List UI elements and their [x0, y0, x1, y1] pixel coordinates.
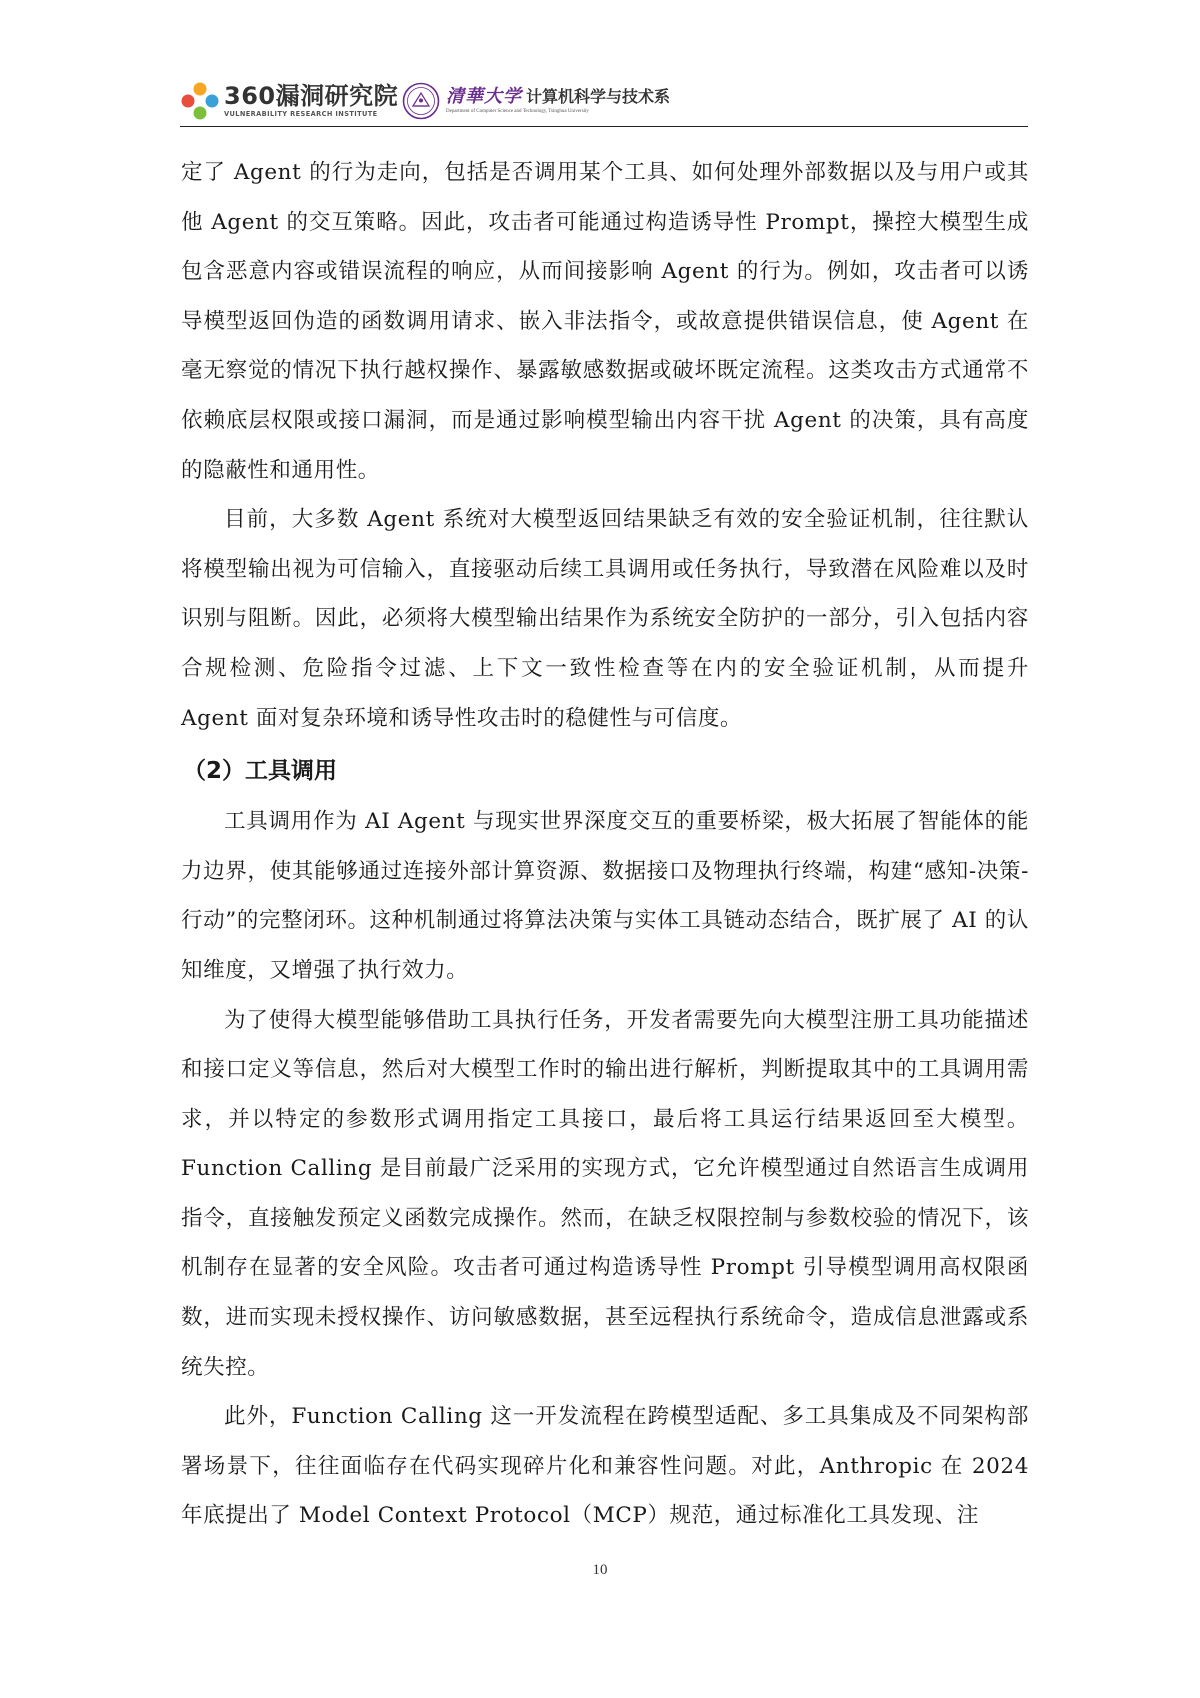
- logo-360-vulnerability-institute: [180, 78, 398, 124]
- header-divider: [180, 126, 1028, 127]
- paragraph: 目前，大多数 Agent 系统对大模型返回结果缺乏有效的安全验证机制，往往默认将模型输出视为可信输入，直接驱动后续工具调用或任务执行，导致潜在风险难以及时识别与阻断。因此，必须将大模型输出结果作为系统安全防护的一部分，引入包括内容合规检测、危险指令过滤、上下文一致性检查等在内的安全验证机制，从而提升 Agent 面对复杂环境和诱导性攻击时的稳健性与可信度。: [181, 507, 1029, 731]
- department-subtitle: Department of Computer Science and Technology, Tsinghua University: [446, 109, 589, 114]
- logo-360-name: 360漏洞研究院: [224, 82, 399, 111]
- paragraph: 此外，Function Calling 这一开发流程在跨模型适配、多工具集成及不同架构部署场景下，往往面临存在代码实现碎片化和兼容性问题。对此，Anthropic 在 2024 年底提出了 Model Context Protocol（MCP）规范，通过标准化工具发现、注: [181, 1404, 1029, 1529]
- paragraph: 工具调用作为 AI Agent 与现实世界深度交互的重要桥梁，极大拓展了智能体的能力边界，使其能够通过连接外部计算资源、数据接口及物理执行终端，构建“感知-决策-行动”的完整闭环。这种机制通过将算法决策与实体工具链动态结合，既扩展了 AI 的认知维度，又增强了执行效力。: [181, 809, 1029, 983]
- tsinghua-seal-icon: [402, 82, 440, 120]
- tsinghua-calligraphy: 清華大学: [446, 86, 522, 107]
- department-name: 计算机科学与技术系: [526, 87, 671, 106]
- page-content: [181, 148, 1029, 1541]
- section-heading: （2）工具调用: [183, 758, 338, 785]
- 360-logo-icon: [180, 81, 220, 121]
- paragraph-continued: 定了 Agent 的行为走向，包括是否调用某个工具、如何处理外部数据以及与用户或其他 Agent 的交互策略。因此，攻击者可能通过构造诱导性 Prompt，操控大模型生成包含恶意内容或错误流程的响应，从而间接影响 Agent 的行为。例如，攻击者可以诱导模型返回伪造的函数调用请求、嵌入非法指令，或故意提供错误信息，使 Agent 在毫无察觉的情况下执行越权操作、暴露敏感数据或破坏既定流程。这类攻击方式通常不依赖底层权限或接口漏洞，而是通过影响模型输出内容干扰 Agent 的决策，具有高度的隐蔽性和通用性。: [181, 160, 1029, 483]
- page-number: 10: [592, 1562, 608, 1578]
- page-header: [180, 78, 1028, 126]
- logo-tsinghua-cs: [402, 78, 670, 124]
- logo-360-subtitle: VULNERABILITY RESEARCH INSTITUTE: [224, 110, 378, 119]
- paragraph: 为了使得大模型能够借助工具执行任务，开发者需要先向大模型注册工具功能描述和接口定义等信息，然后对大模型工作时的输出进行解析，判断提取其中的工具调用需求，并以特定的参数形式调用指定工具接口，最后将工具运行结果返回至大模型。Function Calling 是目前最广泛采用的实现方式，它允许模型通过自然语言生成调用指令，直接触发预定义函数完成操作。然而，在缺乏权限控制与参数校验的情况下，该机制存在显著的安全风险。攻击者可通过构造诱导性 Prompt 引导模型调用高权限函数，进而实现未授权操作、访问敏感数据，甚至远程执行系统命令，造成信息泄露或系统失控。: [181, 1007, 1029, 1380]
